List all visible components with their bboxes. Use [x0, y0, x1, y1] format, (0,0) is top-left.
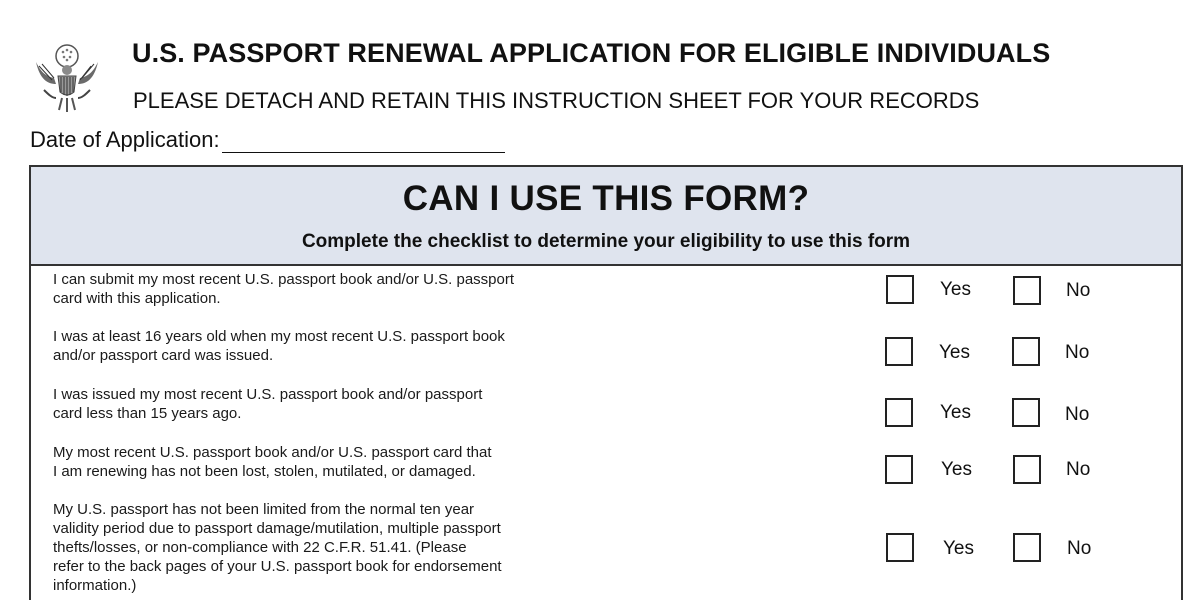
question-5-yes-label: Yes — [943, 538, 974, 559]
question-3-yes-label: Yes — [940, 402, 971, 423]
question-4-no-label: No — [1066, 459, 1091, 480]
question-3-yes-checkbox[interactable] — [885, 398, 913, 427]
question-2-no-label: No — [1065, 342, 1090, 363]
question-4-no-checkbox[interactable] — [1013, 455, 1041, 484]
date-of-application-field[interactable] — [222, 129, 505, 153]
question-1-no-checkbox[interactable] — [1013, 276, 1041, 305]
date-of-application-label: Date of Application: — [30, 127, 220, 152]
question-2-yes-label: Yes — [939, 342, 970, 363]
question-4-text: My most recent U.S. passport book and/or U.S. passport card that I am renewing has not been lost, stolen, mutilated, or damaged. — [53, 444, 492, 480]
question-5-text: My U.S. passport has not been limited from the normal ten year validity period due to passport damage/mutilation, multiple passport thefts/losses, or non-compliance with 22 C.F.R. 51.41. (Please refer to the back pages of your U.S. passport book for endorsement information.) — [53, 501, 502, 594]
question-3-no-label: No — [1065, 404, 1090, 425]
date-of-application-row — [30, 127, 505, 153]
form-title: U.S. PASSPORT RENEWAL APPLICATION FOR ELIGIBLE INDIVIDUALS — [132, 38, 1051, 68]
eligibility-subtitle: Complete the checklist to determine your eligibility to use this form — [301, 231, 911, 252]
us-seal-eagle-icon — [30, 40, 104, 114]
question-1-no-label: No — [1066, 280, 1091, 301]
question-1-text: I can submit my most recent U.S. passport book and/or U.S. passport card with this application. — [53, 271, 515, 307]
question-4-yes-checkbox[interactable] — [885, 455, 913, 484]
form-subtitle: PLEASE DETACH AND RETAIN THIS INSTRUCTION SHEET FOR YOUR RECORDS — [133, 88, 980, 113]
eligibility-header — [31, 167, 1181, 266]
question-2-no-checkbox[interactable] — [1012, 337, 1040, 366]
question-2-yes-checkbox[interactable] — [885, 337, 913, 366]
question-3-no-checkbox[interactable] — [1012, 398, 1040, 427]
question-5-no-label: No — [1067, 538, 1092, 559]
question-1-yes-label: Yes — [940, 279, 971, 300]
question-2-text: I was at least 16 years old when my most recent U.S. passport book and/or passport card was issued. — [53, 328, 505, 364]
question-4-yes-label: Yes — [941, 459, 972, 480]
eligibility-title: CAN I USE THIS FORM? — [402, 179, 810, 218]
question-5-no-checkbox[interactable] — [1013, 533, 1041, 562]
question-5-yes-checkbox[interactable] — [886, 533, 914, 562]
question-3-text: I was issued my most recent U.S. passport book and/or passport card less than 15 years ago. — [53, 386, 483, 422]
question-1-yes-checkbox[interactable] — [886, 275, 914, 304]
